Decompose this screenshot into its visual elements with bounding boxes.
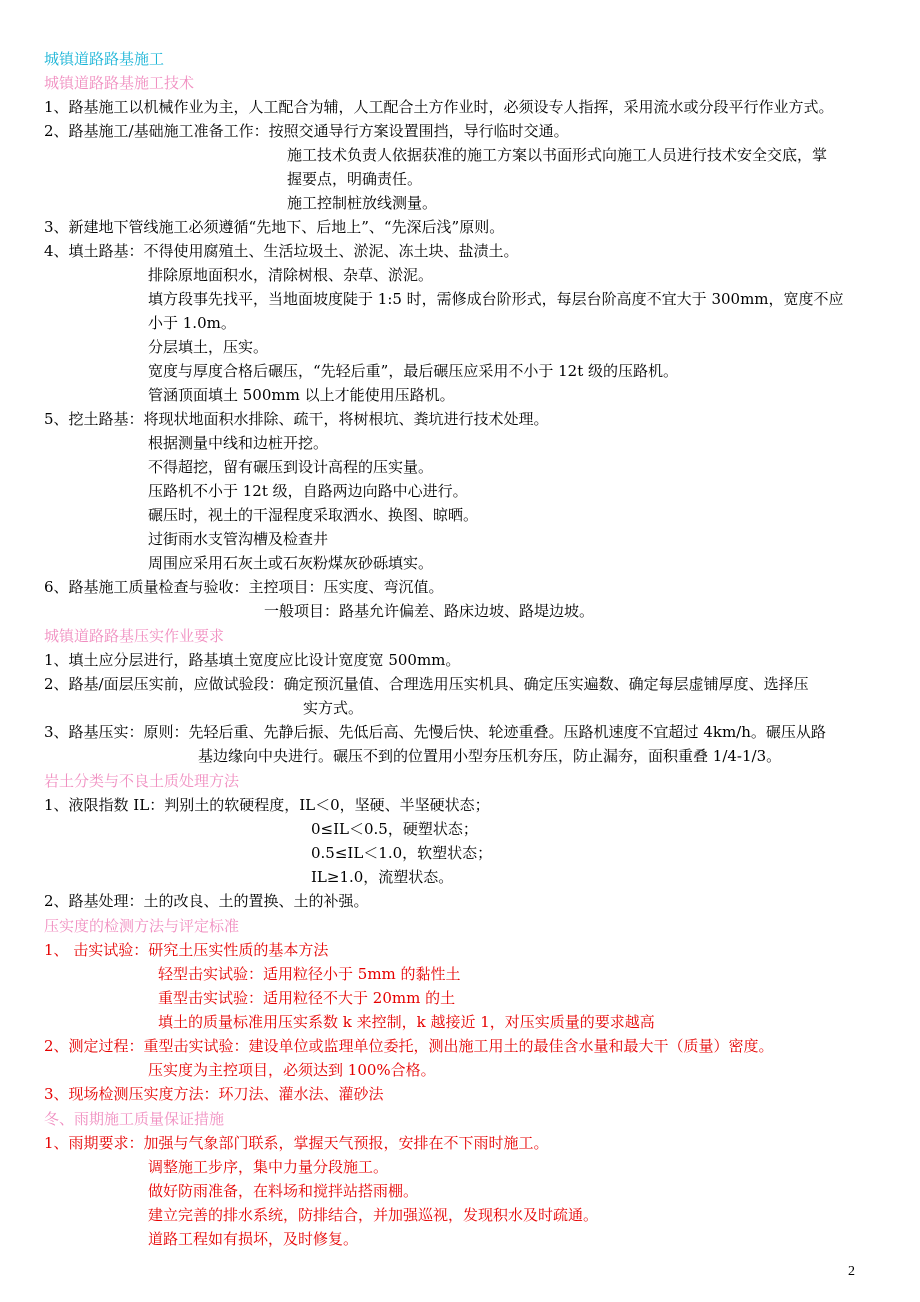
paragraph-line: 4、填土路基：不得使用腐殖土、生活垃圾土、淤泥、冻土块、盐渍土。 — [44, 242, 519, 260]
paragraph-line: 3、路基压实：原则：先轻后重、先静后振、先低后高、先慢后快、轮迹重叠。压路机速度不宜超过 4km/h。碾压从路 — [44, 723, 826, 741]
paragraph-line: 1、 击实试验：研究土压实性质的基本方法 — [44, 941, 329, 959]
paragraph-line: 重型击实试验：适用粒径不大于 20mm 的土 — [158, 989, 456, 1007]
paragraph-line: 一般项目：路基允许偏差、路床边坡、路堤边坡。 — [264, 602, 595, 620]
paragraph-line: 1、雨期要求：加强与气象部门联系，掌握天气预报，安排在不下雨时施工。 — [44, 1134, 549, 1152]
paragraph-line: 2、路基处理：土的改良、土的置换、土的补强。 — [44, 892, 369, 910]
page-title: 城镇道路路基施工 — [44, 50, 165, 68]
paragraph-line: 2、路基/面层压实前，应做试验段：确定预沉量值、合理选用压实机具、确定压实遍数、确定每层虚铺厚度、选择压 — [44, 675, 809, 693]
paragraph-line: 压实度为主控项目，必须达到 100%合格。 — [148, 1061, 436, 1079]
paragraph-line: 不得超挖，留有碾压到设计高程的压实量。 — [148, 458, 434, 476]
paragraph-line: 压路机不小于 12t 级，自路两边向路中心进行。 — [148, 482, 468, 500]
section-heading: 压实度的检测方法与评定标准 — [44, 917, 240, 935]
page-number: 2 — [848, 1264, 855, 1279]
paragraph-line: 握要点，明确责任。 — [287, 170, 423, 188]
paragraph-line: 填土的质量标准用压实系数 k 来控制，k 越接近 1，对压实质量的要求越高 — [158, 1013, 655, 1031]
paragraph-line: 做好防雨准备，在料场和搅拌站搭雨棚。 — [148, 1182, 419, 1200]
paragraph-line: 道路工程如有损坏，及时修复。 — [148, 1230, 359, 1248]
paragraph-line: 5、挖土路基：将现状地面积水排除、疏干，将树根坑、粪坑进行技术处理。 — [44, 410, 549, 428]
paragraph-line: 2、测定过程：重型击实试验：建设单位或监理单位委托，测出施工用土的最佳含水量和最大干（质量）密度。 — [44, 1037, 774, 1055]
paragraph-line: 根据测量中线和边桩开挖。 — [148, 434, 329, 452]
paragraph-line: 周围应采用石灰土或石灰粉煤灰砂砾填实。 — [148, 554, 434, 572]
paragraph-line: 3、现场检测压实度方法：环刀法、灌水法、灌砂法 — [44, 1085, 384, 1103]
paragraph-line: 基边缘向中央进行。碾压不到的位置用小型夯压机夯压，防止漏夯，面积重叠 1/4-1/3。 — [198, 747, 782, 765]
paragraph-line: 调整施工步序，集中力量分段施工。 — [148, 1158, 389, 1176]
paragraph-line: 排除原地面积水，清除树根、杂草、淤泥。 — [148, 266, 434, 284]
paragraph-line: 管涵顶面填土 500mm 以上才能使用压路机。 — [148, 386, 455, 404]
paragraph-line: 轻型击实试验：适用粒径小于 5mm 的黏性土 — [158, 965, 461, 983]
paragraph-line: 填方段事先找平，当地面坡度陡于 1:5 时，需修成台阶形式，每层台阶高度不宜大于 300mm，宽度不应 — [148, 290, 844, 308]
paragraph-line: 6、路基施工质量检查与验收：主控项目：压实度、弯沉值。 — [44, 578, 444, 596]
paragraph-line: 建立完善的排水系统，防排结合，并加强巡视，发现积水及时疏通。 — [148, 1206, 599, 1224]
paragraph-line: 3、新建地下管线施工必须遵循“先地下、后地上”、“先深后浅”原则。 — [44, 218, 505, 236]
paragraph-line: 2、路基施工/基础施工准备工作：按照交通导行方案设置围挡，导行临时交通。 — [44, 122, 569, 140]
paragraph-line: 0.5≤IL＜1.0，软塑状态； — [311, 844, 493, 862]
paragraph-line: 分层填土，压实。 — [148, 338, 269, 356]
paragraph-line: 1、填土应分层进行，路基填土宽度应比设计宽度宽 500mm。 — [44, 651, 461, 669]
paragraph-line: 0≤IL＜0.5，硬塑状态； — [311, 820, 478, 838]
paragraph-line: 施工控制桩放线测量。 — [287, 194, 438, 212]
section-heading: 城镇道路路基压实作业要求 — [44, 627, 225, 645]
paragraph-line: 1、路基施工以机械作业为主，人工配合为辅，人工配合土方作业时，必须设专人指挥，采用流水或分段平行作业方式。 — [44, 98, 834, 116]
paragraph-line: IL≥1.0，流塑状态。 — [311, 868, 454, 886]
paragraph-line: 施工技术负责人依据获准的施工方案以书面形式向施工人员进行技术安全交底，掌 — [287, 146, 828, 164]
paragraph-line: 小于 1.0m。 — [148, 314, 236, 332]
paragraph-line: 1、液限指数 IL：判别土的软硬程度，IL＜0，坚硬、半坚硬状态； — [44, 796, 490, 814]
paragraph-line: 实方式。 — [303, 699, 364, 717]
paragraph-line: 过街雨水支管沟槽及检查井 — [148, 530, 329, 548]
section-heading: 岩土分类与不良土质处理方法 — [44, 772, 240, 790]
section-heading: 冬、雨期施工质量保证措施 — [44, 1110, 225, 1128]
paragraph-line: 宽度与厚度合格后碾压，“先轻后重”，最后碾压应采用不小于 12t 级的压路机。 — [148, 362, 678, 380]
paragraph-line: 碾压时，视土的干湿程度采取洒水、换图、晾晒。 — [148, 506, 479, 524]
section-heading: 城镇道路路基施工技术 — [44, 74, 195, 92]
